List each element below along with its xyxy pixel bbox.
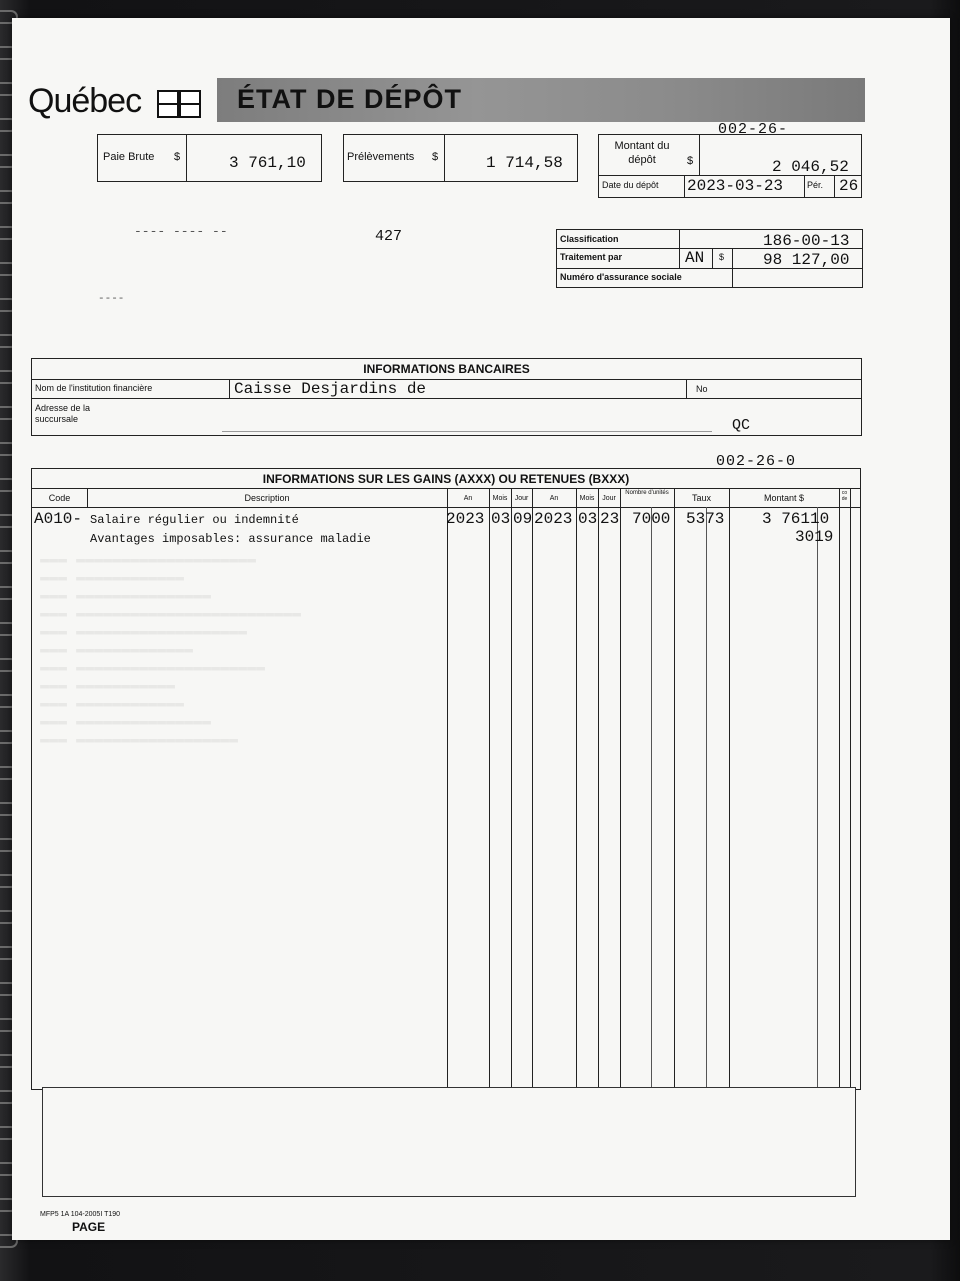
treatment-value: 98 127,00: [763, 251, 850, 269]
account-no-label: No: [696, 384, 708, 394]
row-description: Avantages imposables: assurance maladie: [90, 532, 371, 546]
row-units: 7000: [632, 510, 671, 528]
bleed-through-text: ▬▬▬ ▬▬▬▬▬▬▬▬▬▬▬▬▬▬▬▬▬▬▬▬ ▬▬▬ ▬▬▬▬▬▬▬▬▬▬▬▬ ▬▬▬ ▬▬▬▬▬▬▬▬▬▬▬▬▬▬▬ ▬▬▬ ▬▬▬▬▬▬▬▬▬▬▬▬▬▬▬▬▬▬▬▬▬▬▬▬▬ ▬▬▬ ▬▬▬▬▬▬▬▬▬▬▬▬▬▬▬▬▬▬▬ ▬▬▬ ▬▬▬▬▬▬▬▬▬▬▬▬▬ ▬▬▬ ▬▬▬▬▬▬▬▬▬▬▬▬▬▬▬▬▬▬▬▬▬ ▬▬▬ ▬▬▬▬▬▬▬▬▬▬▬ ▬▬▬ ▬▬▬▬▬▬▬▬▬▬▬▬ ▬▬▬ ▬▬▬▬▬▬▬▬▬▬▬▬▬▬▬ ▬▬▬ ▬▬▬▬▬▬▬▬▬▬▬▬▬▬▬▬▬▬: [40, 551, 302, 748]
deductions-currency: $: [432, 151, 439, 163]
institution-label: Nom de l'institution financière: [35, 383, 153, 393]
col-an2: An: [549, 495, 559, 502]
col-amount: Montant $: [763, 493, 805, 503]
col-description: Description: [244, 493, 290, 503]
period-label: Pér.: [807, 180, 824, 190]
classification-value: 186-00-13: [763, 232, 850, 250]
row-amount: 3 76110: [762, 510, 830, 528]
row-mois2: 03: [578, 510, 598, 528]
quebec-flag-icon: [157, 90, 201, 118]
period-value: 26: [839, 177, 859, 195]
gross-pay-box: [97, 134, 322, 182]
branch-address-label: Adresse de la succursale: [35, 403, 91, 424]
deposit-date-value: 2023-03-23: [687, 177, 784, 195]
col-mois2: Mois: [579, 495, 595, 502]
notes-panel: [42, 1087, 856, 1197]
row-description: Salaire régulier ou indemnité: [90, 513, 299, 527]
col-jour2: Jour: [602, 495, 616, 502]
quebec-logo-text: Québec: [28, 82, 142, 120]
col-code: Code: [48, 493, 71, 503]
row-jour1: 09: [513, 510, 533, 528]
col-an1: An: [463, 495, 473, 502]
page-label: PAGE: [72, 1220, 106, 1234]
row-rate: 5373: [686, 510, 725, 528]
col-units: Nombre d'unités: [625, 490, 669, 496]
deductions-box: [343, 134, 578, 182]
deposit-date-label: Date du dépôt: [602, 180, 659, 190]
treatment-unit: AN: [685, 249, 705, 267]
col-mois1: Mois: [492, 495, 508, 502]
deductions-label: Prélèvements: [347, 151, 415, 163]
bank-section-title: INFORMATIONS BANCAIRES: [363, 362, 530, 376]
row-code: A010-: [34, 510, 83, 528]
deposit-statement-page: [12, 18, 950, 1240]
title-band: [217, 78, 865, 122]
deposit-amount-currency: $: [687, 155, 694, 167]
province-value: QC: [732, 417, 751, 434]
row-jour2: 23: [600, 510, 620, 528]
address-number: 427: [375, 228, 403, 245]
col-jour1: Jour: [514, 495, 529, 502]
reference-number-top: 002-26-: [718, 121, 789, 138]
col-rate: Taux: [691, 493, 711, 503]
earnings-table: [31, 468, 861, 1090]
bank-info-box: [31, 358, 862, 436]
deposit-amount-label: Montant du dépôt: [614, 140, 670, 166]
gross-pay-label: Paie Brute: [103, 151, 155, 163]
row-amount: 3019: [795, 528, 834, 546]
earnings-reference-number: 002-26-0: [716, 453, 797, 470]
classification-box: [556, 229, 863, 288]
deposit-amount-value: 2 046,52: [772, 158, 849, 176]
form-code: MFP5 1A 104-2005I T190: [40, 1211, 121, 1218]
gross-pay-currency: $: [174, 151, 181, 163]
deductions-value: 1 714,58: [486, 154, 563, 172]
classification-label: Classification: [560, 234, 619, 244]
earnings-section-title: INFORMATIONS SUR LES GAINS (AXXX) OU RETENUES (BXXX): [262, 472, 630, 486]
row-an1: 2023: [446, 510, 485, 528]
treatment-label: Traitement par: [560, 252, 623, 262]
gross-pay-value: 3 761,10: [229, 154, 306, 172]
institution-value: Caisse Desjardins de: [234, 380, 427, 398]
address-short-dash: ----: [98, 293, 125, 305]
sin-label: Numéro d'assurance sociale: [560, 272, 682, 282]
row-mois1: 03: [491, 510, 511, 528]
treatment-currency: $: [719, 252, 725, 262]
row-an2: 2023: [534, 510, 573, 528]
col-cd: co de: [841, 490, 848, 502]
page-title: ÉTAT DE DÉPÔT: [237, 84, 463, 114]
deposit-box: [598, 134, 862, 198]
address-redacted-line: ---- ---- --: [134, 224, 228, 239]
